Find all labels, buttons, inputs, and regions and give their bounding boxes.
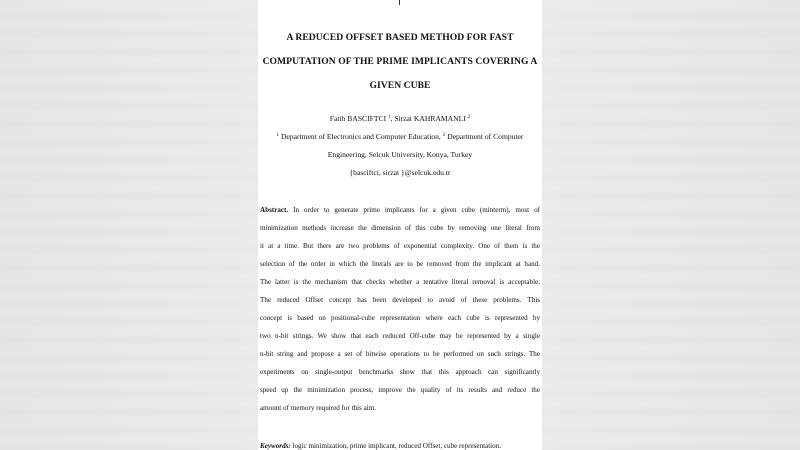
title-line-1: A REDUCED OFFSET BASED METHOD FOR FAST: [286, 32, 514, 43]
abstract-line: The latter is the mechanism that checks whether a tentative literal removal is acceptable.: [260, 278, 540, 286]
affiliation-line-1: [258, 128, 542, 146]
abstract-line: selection of the order in which the literals are to be removed from the implicant at hand.: [260, 260, 540, 268]
blurred-right-margin: [542, 0, 800, 450]
affiliation-line-2: Engineering, Selcuk University, Konya, Turkey: [327, 150, 473, 159]
blurred-left-margin: [0, 0, 258, 450]
abstract-line: minimization methods increase the dimension of this cube by removing one literal from: [260, 224, 540, 232]
abstract-line: speed up the minimization process, improve the quality of its results and reduce the: [260, 386, 540, 394]
abstract-line: n-bit string and propose a set of bitwise operations to be performed on such strings. The: [260, 350, 540, 358]
paper-title: [258, 26, 542, 98]
page-top-mark: [399, 0, 400, 5]
abstract-line: concept is based on positional-cube representation where each cube is represented by: [260, 314, 540, 322]
abstract-line: it at a time. But there are two problems of exponential complexity. One of them is the: [260, 242, 540, 250]
affiliation-sup-1: 1: [276, 133, 280, 138]
abstract-line: experiments on single-output benchmarks show that this approach can significantly: [260, 368, 540, 376]
author-block: [258, 110, 542, 182]
title-line-3: GIVEN CUBE: [369, 80, 431, 91]
author-2-sup: 2: [467, 115, 471, 120]
paper-page: [258, 0, 542, 450]
abstract-line: amount of memory required for this aim.: [260, 404, 377, 412]
abstract-heading: Abstract.: [260, 206, 289, 214]
keywords-text: logic minimization, prime implicant, reduced Offset, cube representation.: [290, 442, 501, 450]
title-line-2: COMPUTATION OF THE PRIME IMPLICANTS COVERING A: [262, 56, 538, 67]
abstract: [260, 201, 540, 417]
affiliation-dept-2: Department of Computer: [447, 132, 524, 141]
author-2: Sirzat KAHRAMANLI: [394, 114, 466, 123]
affiliation-dept-1: Department of Electronics and Computer Education,: [280, 132, 443, 141]
affiliation-sup-2: 2: [442, 133, 446, 138]
abstract-line: two n-bit strings. We show that each reduced Off-cube may be represented by a single: [260, 332, 540, 340]
author-separator: ,: [390, 114, 395, 123]
keywords-label: Keywords:: [260, 442, 291, 450]
author-email: {basciftci, sirzat }@selcuk.edu.tr: [349, 168, 451, 177]
author-1-sup: 1: [388, 115, 391, 120]
author-names: [258, 110, 542, 128]
keywords: [260, 437, 540, 450]
author-1: Fatih BASCIFTCI: [329, 114, 387, 123]
abstract-line: The reduced Offset concept has been developed to avoid of these problems. This: [260, 296, 540, 304]
abstract-line: Abstract. In order to generate prime implicants for a given cube (minterm), most of: [260, 206, 540, 214]
